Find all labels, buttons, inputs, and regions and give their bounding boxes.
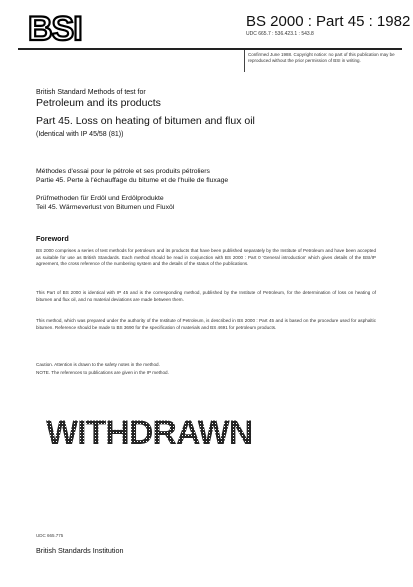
french-title-line-2: Partie 45. Perte à l'échauffage du bitume et de l'huile de fluxage [36, 177, 229, 184]
foreword-paragraph: This method, which was prepared under the authority of the Institute of Petroleum, is described in BS 2000 : Part 45 and is based on the procedure used for asphaltic bitumen. Reference should be made to BS 3690 for the specification of materials and BS 4691 for petroleum products. [36, 318, 376, 330]
foreword-paragraph: BS 2000 comprises a series of test methods for petroleum and its products that have been published separately by the Institute of Petroleum and have been accepted as suitable for use as British Standards. Each method should be read in conjunction with BS 2000 : Part 0 'General introduction' which gives details of the BSI/IP agreement, the cross reference of the numbering system and the details of the status of the publications. [36, 248, 376, 267]
publisher-name: British Standards Institution [36, 546, 124, 555]
udc-reference: UDC 665.7 : 536.423.1 : 543.8 [246, 31, 314, 37]
withdrawn-stamp [46, 404, 253, 454]
header-note: Confirmed June 1988. Copyright notice: no part of this publication may be reproduced without the prior permission of BSI in writing. [248, 52, 395, 63]
german-title-line-1: Prüfmethoden für Erdöl und Erdölprodukte [36, 195, 164, 202]
document-subtitle: Part 45. Loss on heating of bitumen and flux oil [36, 115, 255, 127]
series-title: British Standard Methods of test for [36, 89, 146, 96]
header-rule [18, 48, 402, 50]
svg-text:WITHDRAWN: WITHDRAWN [46, 414, 253, 452]
standard-number: BS 2000 : Part 45 : 1982 [246, 13, 411, 30]
french-title-line-1: Méthodes d'essai pour le pétrole et ses produits pétroliers [36, 168, 210, 175]
svg-text:BSI: BSI [28, 10, 82, 48]
caution-note: Caution. Attention is drawn to the safety notes in the method. [36, 362, 160, 367]
foreword-heading: Foreword [36, 234, 69, 243]
document-title: Petroleum and its products [36, 97, 161, 109]
bsi-logo [26, 10, 88, 48]
identical-with-note: (Identical with IP 45/58 (81)) [36, 131, 124, 138]
footer-note: UDC 665.775 [36, 533, 64, 538]
header-divider [244, 50, 245, 72]
foreword-paragraph: This Part of BS 2000 is identical with IP 45 and is the corresponding method, published by the Institute of Petroleum, for the determination of loss on heating of bitumen and flux oil, and no material deviations are made between them. [36, 290, 376, 302]
german-title-line-2: Teil 45. Wärmeverlust von Bitumen und Fluxöl [36, 204, 175, 211]
references-note: NOTE. The references to publications are given in the IP method. [36, 370, 169, 375]
